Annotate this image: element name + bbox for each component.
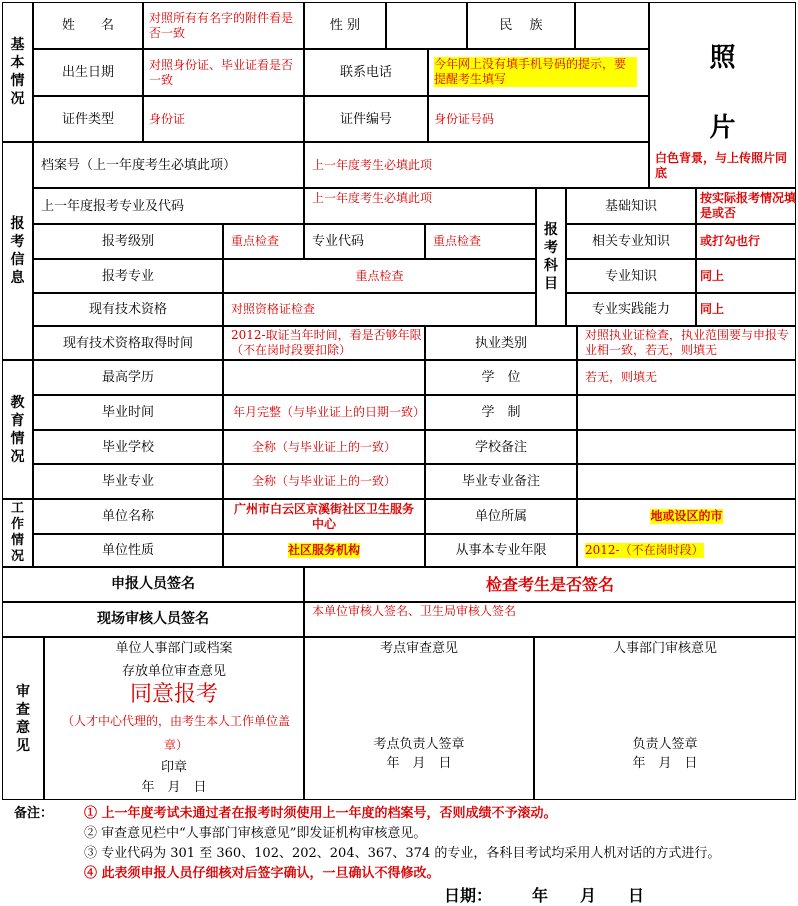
code-label: 专业代码 xyxy=(312,234,365,249)
photo-char-1: 照 xyxy=(709,42,736,73)
degree-value-cell[interactable] xyxy=(223,360,425,395)
degree-label: 最高学历 xyxy=(101,370,154,385)
idtype-value: 身份证 xyxy=(149,111,186,126)
onsite-label: 现场审核人员签名 xyxy=(97,611,209,627)
practice-label: 专业实践能力 xyxy=(591,302,670,317)
school-label: 毕业学校 xyxy=(101,439,154,455)
note-row-2 xyxy=(14,824,794,844)
ethnic-value-cell[interactable] xyxy=(575,2,649,49)
related-note: 或打勾也行 xyxy=(700,234,761,248)
section-basic-label: 基本情况 xyxy=(10,37,25,107)
archive-note: 上一年度考生必填此项 xyxy=(312,157,433,172)
grad-time-note: 年月完整（与毕业证上的日期一致） xyxy=(233,405,426,419)
school-remark-label: 学校备注 xyxy=(474,439,527,455)
note-row-3 xyxy=(14,844,794,864)
xuezhi-label: 学 制 xyxy=(481,405,521,420)
review-col2-sign: 考点负责人签章 xyxy=(373,736,465,752)
grad-time-label: 毕业时间 xyxy=(101,405,154,420)
review-col1-title-a: 单位人事部门或档案 xyxy=(115,640,233,656)
notes-indent xyxy=(14,864,84,884)
note-3: ③ 专业代码为 301 至 360、102、202、204、367、374 的专业，各科目考试均采用人机对话的方式进行。 xyxy=(84,846,721,861)
application-form xyxy=(2,2,796,800)
qual-time-label: 现有技术资格取得时间 xyxy=(62,335,193,351)
review-col1-big: 同意报考 xyxy=(129,681,218,707)
onsite-note: 本单位审核人签名、卫生局审核人签名 xyxy=(312,603,517,618)
code-note: 重点检查 xyxy=(433,234,482,248)
notes-label: 备注： xyxy=(14,806,54,821)
related-knowledge-label: 相关专业知识 xyxy=(591,234,670,249)
date-label: 日期： xyxy=(444,886,493,905)
grad-major-remark-value-cell[interactable] xyxy=(577,464,796,499)
phone-label: 联系电话 xyxy=(339,65,392,80)
level-label: 报考级别 xyxy=(101,234,154,249)
major-note: 同上 xyxy=(700,268,725,283)
review-col1-title-b: 存放单位审查意见 xyxy=(121,663,226,679)
phone-note xyxy=(432,55,637,89)
idno-value: 身份证号码 xyxy=(434,111,495,126)
school-note: 全称（与毕业证上的一致） xyxy=(251,439,396,454)
photo-note: 白色背景，与上传照片同底 xyxy=(655,151,788,180)
section-work-label: 工作情况 xyxy=(10,501,24,564)
review-col1-note: （人才中心代理的，由考生本人工作单位盖章） xyxy=(61,714,290,752)
name-label: 姓 名 xyxy=(61,18,114,33)
basic-knowledge-label: 基础知识 xyxy=(604,198,657,214)
unit-type-value: 社区服务机构 xyxy=(287,543,360,557)
subjects-label: 报考科目 xyxy=(544,222,558,292)
photo-char-2: 片 xyxy=(709,112,736,143)
grad-major-label: 毕业专业 xyxy=(101,474,154,489)
review-col1-date: 年 月 日 xyxy=(141,779,207,795)
review-col3-date: 年 月 日 xyxy=(632,755,698,771)
unit-name-label: 单位名称 xyxy=(101,509,154,524)
practice-type-label: 执业类别 xyxy=(474,335,527,351)
date-fields[interactable]: 年 月 日 xyxy=(532,886,645,905)
practice-note: 同上 xyxy=(700,302,725,316)
grad-major-remark-label: 毕业专业备注 xyxy=(461,474,540,489)
note-4: ④ 此表须申报人员仔细核对后签字确认，一旦确认不得修改。 xyxy=(84,866,440,881)
notes-indent xyxy=(14,824,84,844)
years-label: 从事本专业年限 xyxy=(455,543,547,558)
xuezhi-value-cell[interactable] xyxy=(577,395,796,430)
grad-major-note: 全称（与毕业证上的一致） xyxy=(251,474,396,488)
subjects-note: 按实际报考情况填是或否 xyxy=(700,191,797,220)
note-row-1 xyxy=(14,804,794,824)
idno-label: 证件编号 xyxy=(339,111,392,127)
qual-time-note: 2012-取证当年时间，看是否够年限（不在岗时段要扣除） xyxy=(231,328,422,357)
archive-label: 档案号（上一年度考生必填此项） xyxy=(41,157,237,173)
section-report-label: 报考信息 xyxy=(10,216,25,286)
applicant-note: 检查考生是否签名 xyxy=(485,575,614,594)
unit-type-label: 单位性质 xyxy=(101,543,154,558)
notes-block xyxy=(14,804,794,906)
qual-note: 对照资格证检查 xyxy=(231,302,316,316)
prev-major-label: 上一年度报考专业及代码 xyxy=(41,198,185,214)
years-value: 2012-（不在岗时段） xyxy=(585,543,704,557)
prev-major-note: 上一年度考生必填此项 xyxy=(312,190,433,205)
years-wrap xyxy=(577,534,796,567)
review-col2-date: 年 月 日 xyxy=(386,755,452,771)
xuewei-note: 若无，则填无 xyxy=(585,370,658,384)
qual-label: 现有技术资格 xyxy=(88,302,167,317)
major-value-note: 重点检查 xyxy=(355,268,404,283)
idtype-label: 证件类型 xyxy=(61,111,114,127)
review-col1-seal: 印章 xyxy=(160,759,187,775)
review-col2[interactable] xyxy=(304,637,534,800)
major-label: 报考专业 xyxy=(101,268,154,284)
level-note: 重点检查 xyxy=(231,234,280,248)
phone-note-text: 今年网上没有填手机号码的提示，要提醒考生填写 xyxy=(434,57,637,87)
applicant-label: 申报人员签名 xyxy=(111,576,195,592)
birth-label: 出生日期 xyxy=(61,65,114,80)
unit-loc-wrap xyxy=(577,499,796,534)
section-review-label: 审查意见 xyxy=(16,683,30,754)
gender-label: 性 别 xyxy=(329,18,361,33)
xuewei-label: 学 位 xyxy=(481,370,521,385)
review-col3[interactable] xyxy=(534,637,796,800)
date-row xyxy=(14,886,794,906)
major-knowledge-label: 专业知识 xyxy=(604,268,657,284)
section-edu-label: 教育情况 xyxy=(10,394,25,465)
notes-indent xyxy=(14,844,84,864)
unit-type-wrap xyxy=(223,534,425,567)
name-note: 对照所有有名字的附件看是否一致 xyxy=(149,10,294,40)
school-remark-value-cell[interactable] xyxy=(577,430,796,464)
unit-loc-value: 地或设区的市 xyxy=(650,509,723,523)
gender-value-cell[interactable] xyxy=(386,2,467,49)
note-row-4 xyxy=(14,864,794,884)
review-col3-sign: 负责人签章 xyxy=(632,736,698,752)
birth-note: 对照身份证、毕业证看是否一致 xyxy=(149,57,294,87)
practice-type-note: 对照执业证检查，执业范围要与申报专业相一致，若无，则填无 xyxy=(585,328,790,357)
unit-name-value: 广州市白云区京溪街社区卫生服务中心 xyxy=(233,501,414,531)
review-col2-title: 考点审查意见 xyxy=(379,640,458,656)
review-col3-title: 人事部门审核意见 xyxy=(612,640,717,656)
note-2: ② 审查意见栏中“人事部门审核意见”即发证机构审核意见。 xyxy=(84,826,427,841)
unit-loc-label: 单位所属 xyxy=(474,509,527,524)
note-1: ① 上一年度考试未通过者在报考时须使用上一年度的档案号，否则成绩不予滚动。 xyxy=(84,806,557,821)
ethnic-label: 民 族 xyxy=(499,18,543,33)
